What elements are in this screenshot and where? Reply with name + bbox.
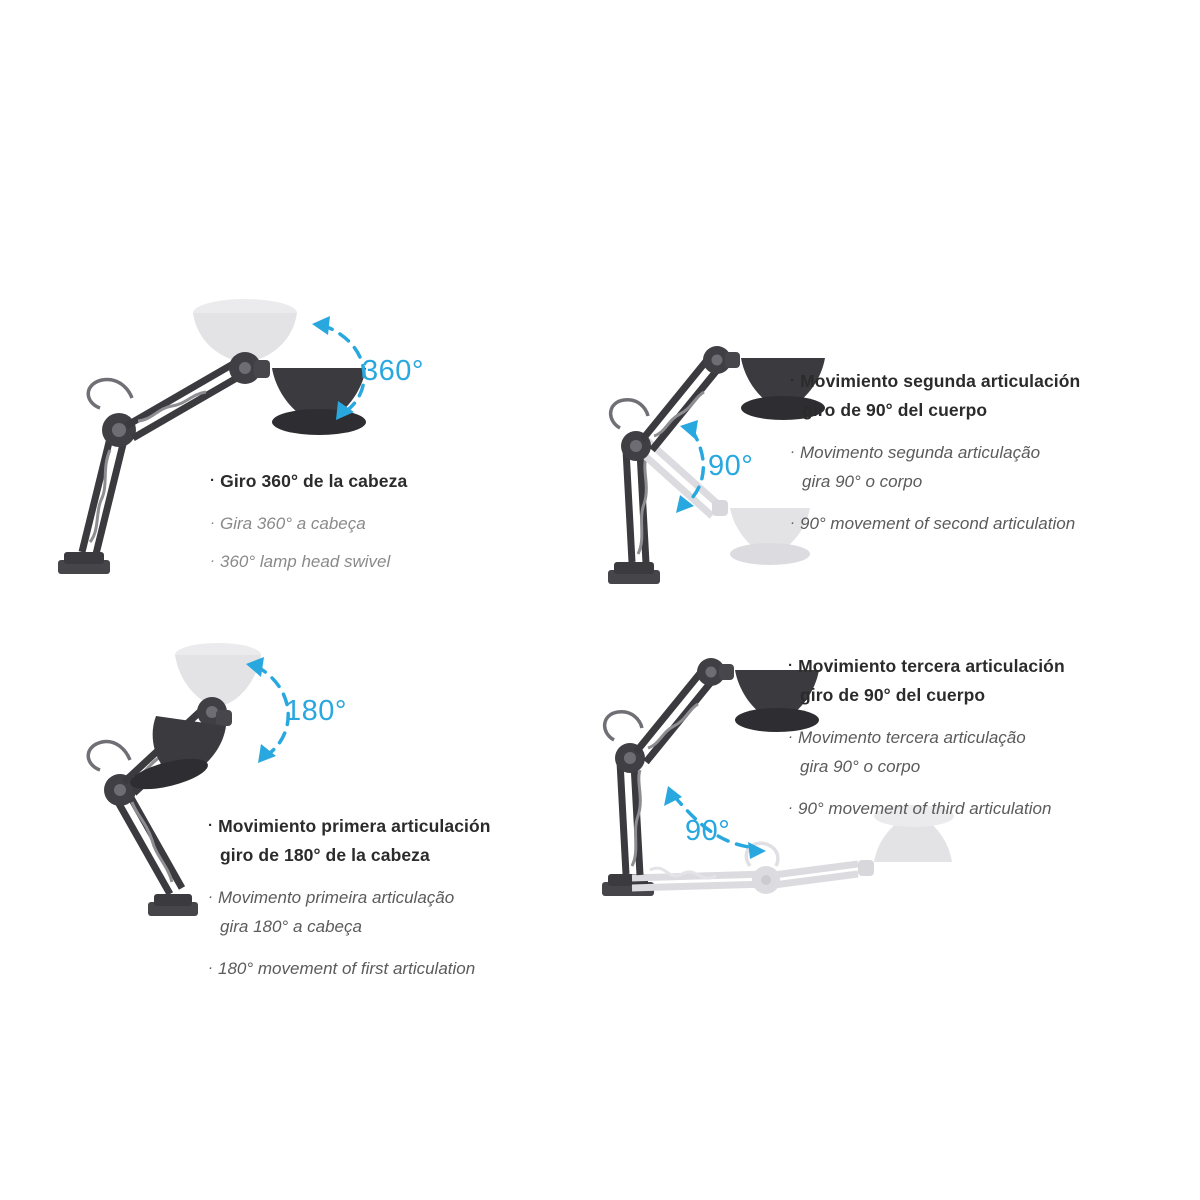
caption-line-tertiary (208, 957, 608, 980)
caption-text: giro de 90° del cuerpo (800, 685, 986, 705)
lamp-head-icon (127, 710, 232, 795)
panel-second-articulation (580, 320, 1180, 610)
bullet-glyph: · (788, 799, 793, 816)
caption-text: Movimiento segunda articulación (800, 371, 1081, 391)
caption-line-secondary-2 (208, 915, 608, 938)
ghost-lamp-body (632, 864, 858, 888)
caption-line-tertiary (210, 550, 600, 573)
caption-line-tertiary (790, 512, 1180, 535)
lamp-base-icon (148, 894, 198, 916)
angle-label: 360° (362, 355, 424, 387)
panel-first-articulation (40, 630, 600, 980)
bullet-glyph: · (208, 888, 213, 905)
caption-text: Movimiento primera articulación (218, 816, 491, 836)
caption-text: Movimento tercera articulação (798, 728, 1026, 747)
lamp-head-icon (254, 360, 366, 435)
caption-line-secondary (788, 726, 1188, 749)
caption-text: 180° movement of first articulation (218, 959, 476, 978)
caption-line-primary-2 (790, 399, 1180, 422)
angle-label: 90° (708, 450, 754, 482)
caption-text: giro de 180° de la cabeza (220, 845, 430, 865)
angle-arc-180 (256, 666, 288, 756)
lamp-elbow-joint (102, 413, 136, 447)
bullet-glyph: · (208, 817, 214, 834)
caption-block-first-articulation (208, 815, 608, 986)
caption-line-primary (790, 370, 1180, 393)
caption-text: Movimento segunda articulação (800, 443, 1041, 462)
caption-line-primary-2 (208, 844, 608, 867)
bullet-glyph: · (208, 959, 213, 976)
panel-third-articulation (570, 630, 1190, 930)
caption-line-secondary-2 (790, 470, 1180, 493)
caption-line-primary-2 (788, 684, 1188, 707)
caption-line-tertiary (788, 797, 1188, 820)
caption-text: gira 180° a cabeça (220, 917, 362, 936)
caption-line-secondary-2 (788, 755, 1188, 778)
lamp-base-icon (608, 562, 660, 584)
caption-block-head-swivel (210, 470, 600, 579)
caption-text: 360° lamp head swivel (220, 552, 391, 571)
angle-label: 90° (685, 815, 731, 847)
arrow-head-up-icon (680, 420, 698, 439)
caption-line-secondary (208, 886, 608, 909)
caption-text: 90° movement of second articulation (800, 514, 1076, 533)
caption-line-secondary (210, 512, 600, 535)
bullet-glyph: · (790, 372, 796, 389)
caption-text: gira 90° o corpo (802, 472, 923, 491)
caption-line-primary (210, 470, 600, 493)
lamp-base-icon (58, 552, 110, 574)
caption-text: gira 90° o corpo (800, 757, 921, 776)
bullet-glyph: · (790, 514, 795, 531)
caption-text: Movimento primeira articulação (218, 888, 455, 907)
bullet-glyph: · (210, 514, 215, 531)
bullet-glyph: · (210, 472, 216, 489)
panel-head-swivel (40, 280, 600, 610)
bullet-glyph: · (790, 443, 795, 460)
arrow-head-up-icon (312, 316, 330, 335)
caption-block-third-articulation (788, 655, 1188, 826)
caption-line-primary (788, 655, 1188, 678)
bullet-glyph: · (210, 552, 215, 569)
caption-text: giro de 90° del cuerpo (802, 400, 988, 420)
bullet-glyph: · (788, 657, 794, 674)
caption-line-secondary (790, 441, 1180, 464)
angle-label: 180° (285, 695, 347, 727)
arrow-head-down-icon (258, 744, 276, 763)
ghost-lamp-elbow-joint (752, 866, 780, 894)
caption-text: 90° movement of third articulation (798, 799, 1052, 818)
caption-text: Gira 360° a cabeça (220, 514, 366, 533)
bullet-glyph: · (788, 728, 793, 745)
caption-text: Giro 360° de la cabeza (220, 471, 408, 491)
caption-line-primary (208, 815, 608, 838)
caption-text: Movimiento tercera articulación (798, 656, 1065, 676)
caption-block-second-articulation (790, 370, 1180, 541)
